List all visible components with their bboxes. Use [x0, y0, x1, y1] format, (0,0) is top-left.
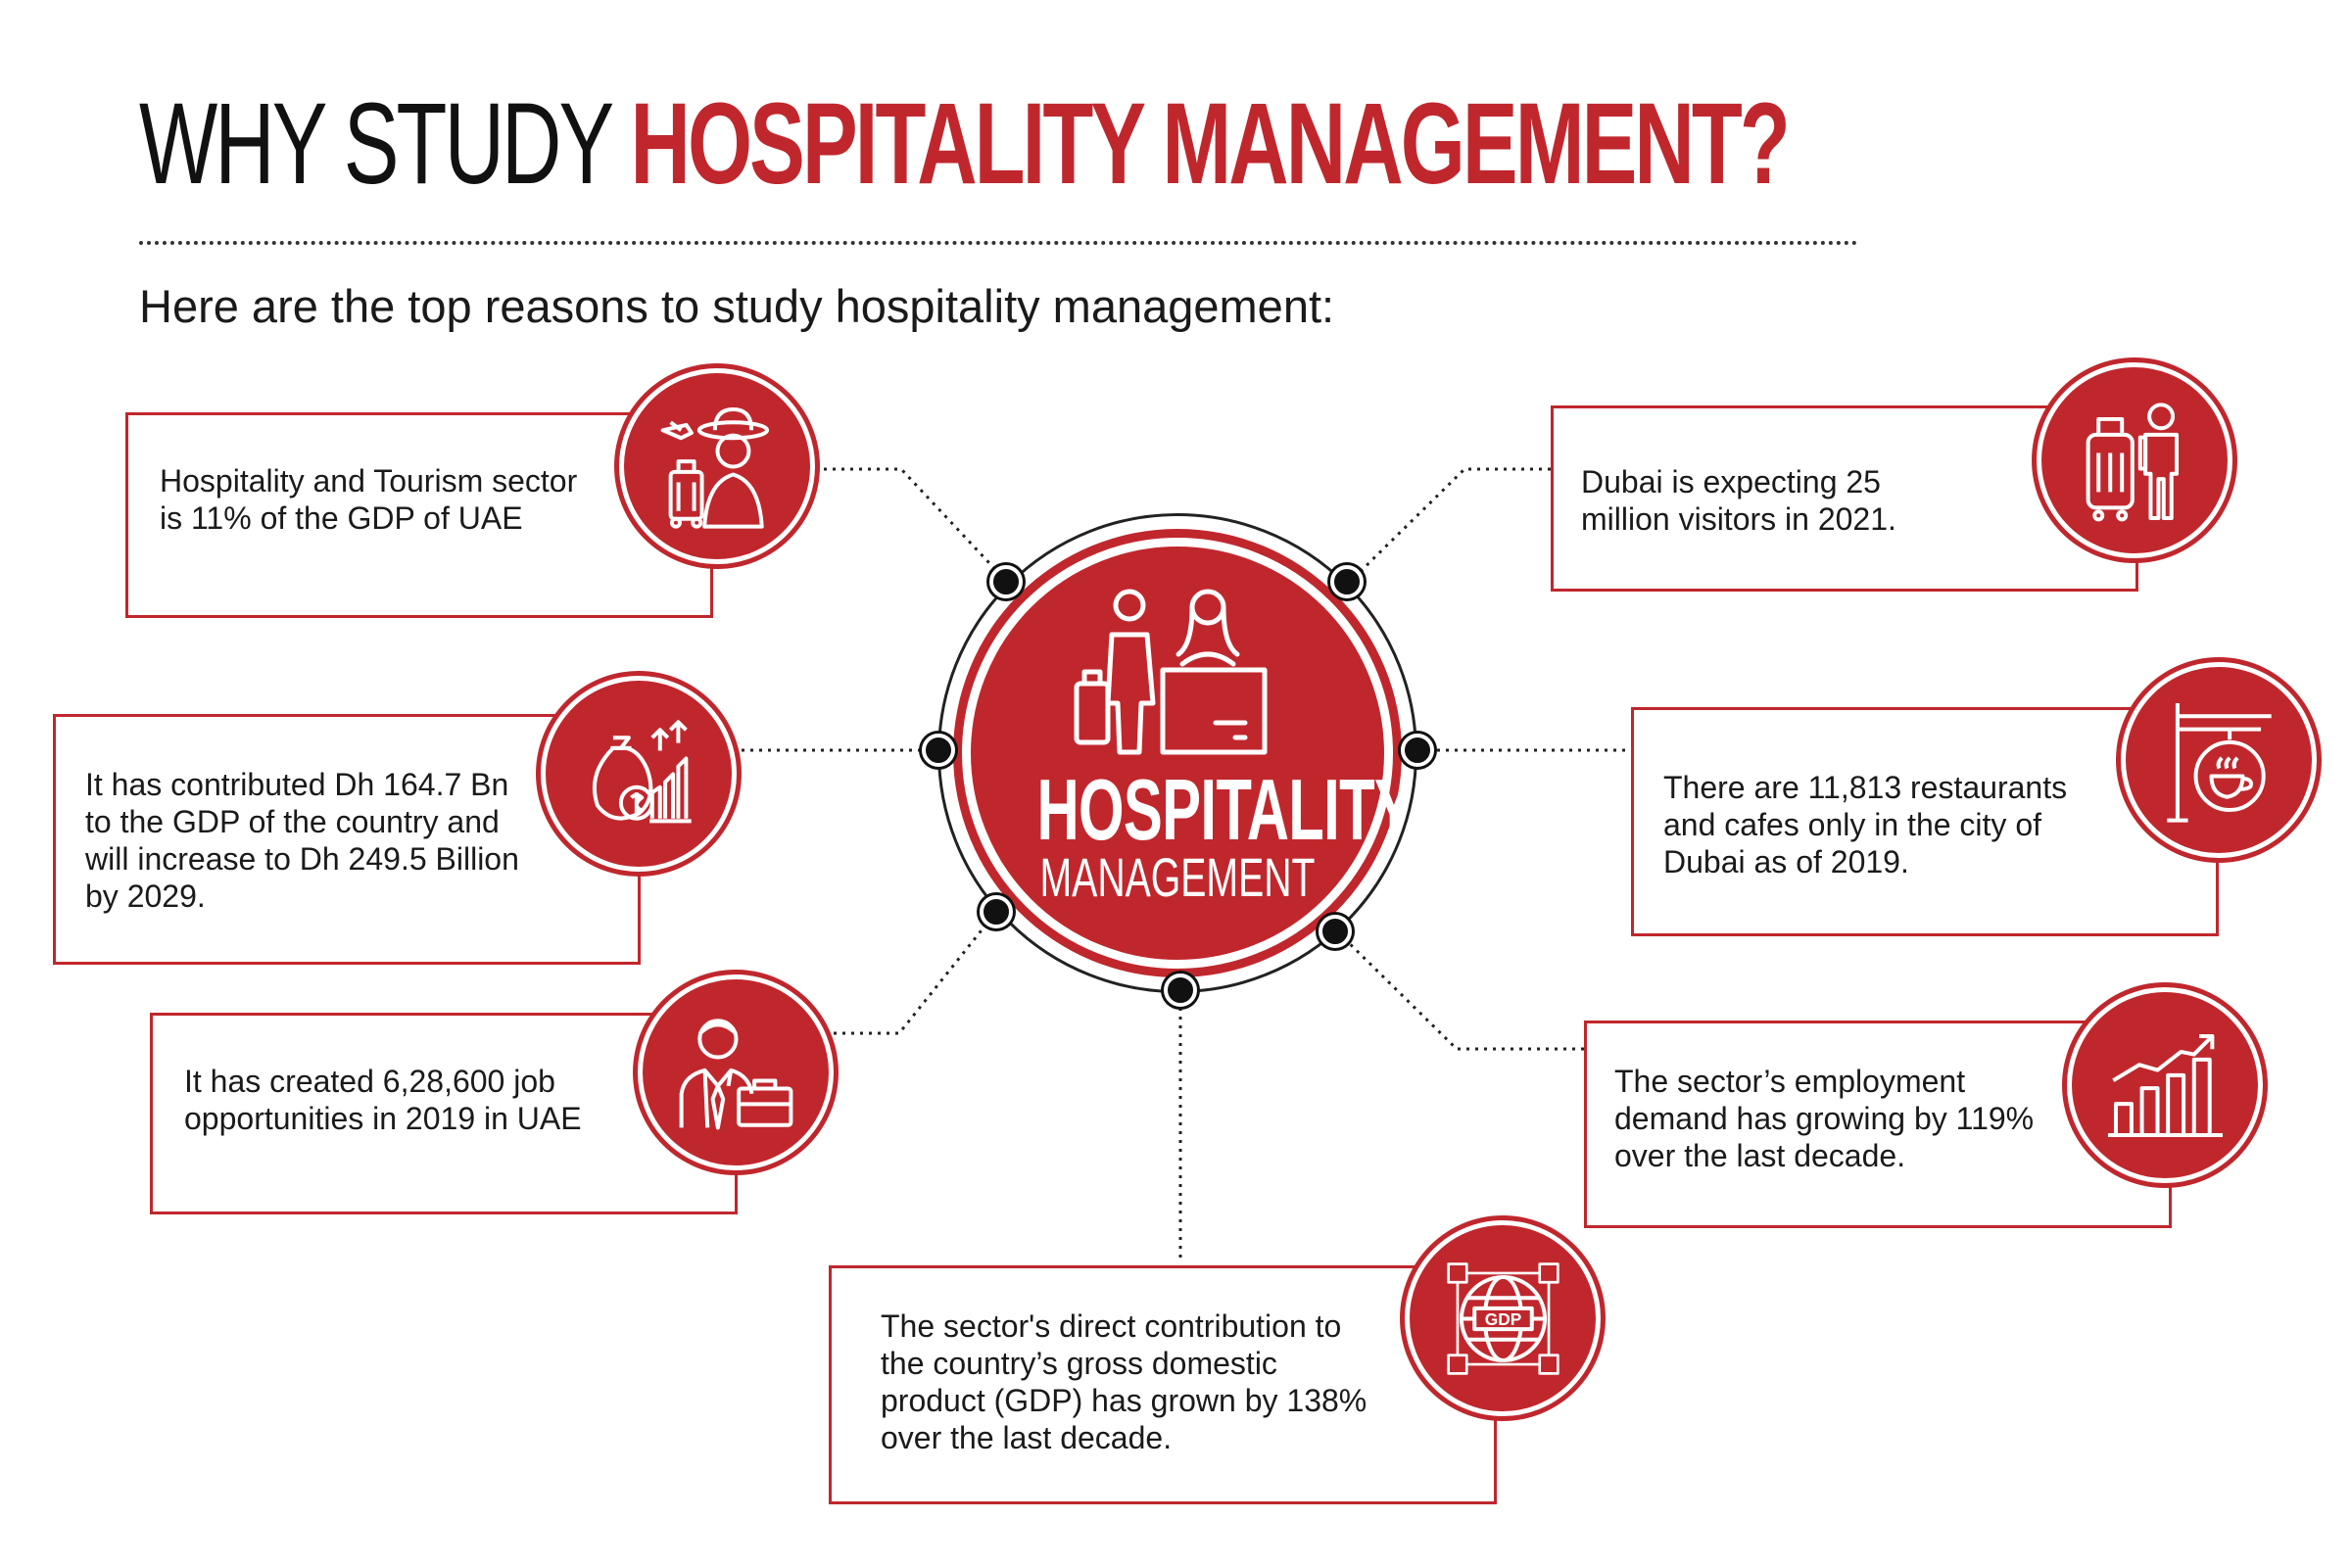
- tourist-icon: [652, 402, 783, 532]
- connector-node: [922, 734, 955, 767]
- reason-icon-circle: [541, 676, 737, 872]
- gdp-globe-icon: [1438, 1254, 1568, 1384]
- svg-text:GDP: GDP: [1484, 1308, 1521, 1329]
- title-part-2: HOSPITALITY MANAGEMENT?: [630, 79, 1788, 209]
- title-part-1: WHY STUDY: [139, 79, 631, 209]
- hub-subtitle: MANAGEMENT: [1039, 846, 1316, 908]
- connector-node: [1330, 565, 1364, 598]
- connector-node: [1164, 974, 1197, 1007]
- reason-text: There are 11,813 restaurants and cafes only in the city of Dubai as of 2019.: [1663, 770, 2068, 879]
- reason-icon-circle: [619, 368, 815, 564]
- growth-chart-icon: [2100, 1021, 2231, 1151]
- reason-text: The sector's direct contribution to the country’s gross domestic product (GDP) has grown by 138% over the last decade.: [881, 1308, 1367, 1455]
- reason-icon-circle: [2067, 987, 2263, 1183]
- reason-card: [829, 1265, 1497, 1504]
- reason-text: Hospitality and Tourism sector is 11% of the GDP of UAE: [160, 463, 578, 536]
- cafe-sign-icon: [2154, 695, 2284, 826]
- reception-desk-icon: [1069, 576, 1294, 757]
- reason-text: The sector’s employment demand has growing by 119% over the last decade.: [1614, 1064, 2035, 1173]
- money-growth-icon: [574, 709, 704, 839]
- reason-text: It has contributed Dh 164.7 Bn to the GDP of the country and will increase to Dh 249.5 Billion by 2029.: [85, 767, 519, 914]
- connector-node: [980, 895, 1013, 928]
- reason-icon-circle: [1405, 1220, 1601, 1416]
- businessman-icon: [671, 1008, 801, 1138]
- reason-icon-circle: [638, 974, 834, 1170]
- hub-circle: [962, 538, 1414, 969]
- reason-icon-circle: [2037, 362, 2232, 558]
- reason-text: Dubai is expecting 25 million visitors in 2021.: [1581, 464, 1896, 537]
- reason-text: It has created 6,28,600 job opportunities in 2019 in UAE: [184, 1064, 582, 1136]
- traveler-luggage-icon: [2070, 396, 2200, 526]
- connector-node: [1319, 915, 1352, 948]
- connector-node: [989, 565, 1023, 598]
- hub-title: HOSPITALITY: [1036, 761, 1414, 858]
- connector-node: [1401, 734, 1434, 767]
- reason-icon-circle: [2121, 662, 2317, 858]
- subtitle: Here are the top reasons to study hospitality management:: [139, 280, 1335, 332]
